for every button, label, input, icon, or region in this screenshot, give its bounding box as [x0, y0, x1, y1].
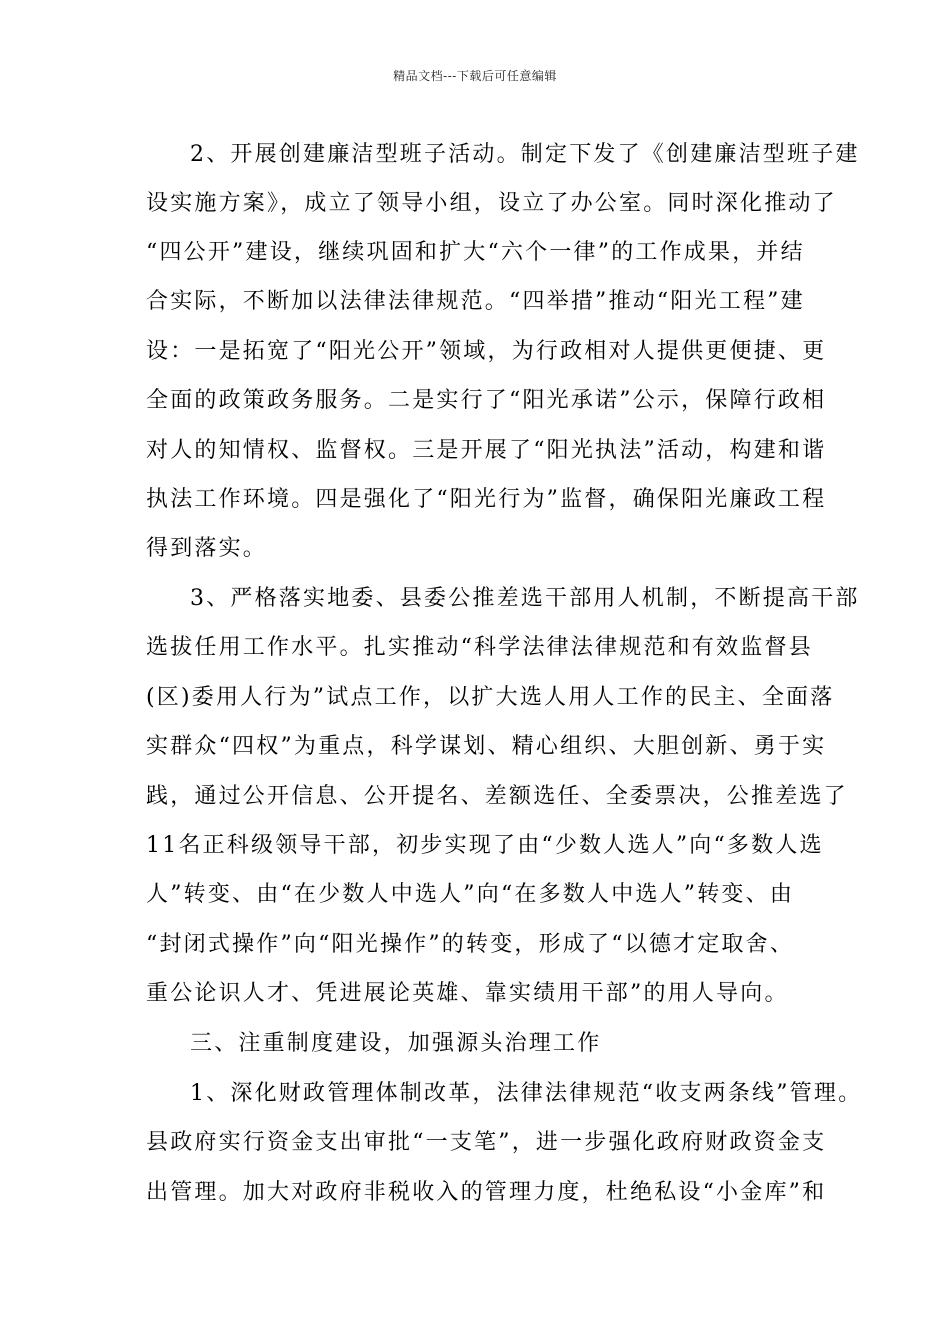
text-line: 设实施方案》，成立了领导小组，设立了办公室。同时深化推动了: [146, 191, 837, 216]
text-line: 实群众“四权”为重点，科学谋划、精心组织、大胆创新、勇于实: [146, 734, 827, 759]
text-line: “四公开”建设，继续巩固和扩大“六个一律”的工作成果，并结: [146, 240, 805, 265]
text-line: 2、开展创建廉洁型班子活动。制定下发了《创建廉洁型班子建: [190, 142, 860, 167]
text-line: 对人的知情权、监督权。三是开展了“阳光执法”活动，构建和谐: [146, 438, 827, 463]
text-line: 出管理。加大对政府非税收入的管理力度，杜绝私设“小金库”和: [146, 1180, 827, 1205]
text-line: 践，通过公开信息、公开提名、差额选任、全委票决，公推差选了: [146, 784, 848, 809]
section-heading-text: 三、注重制度建设，加强源头治理工作: [190, 1031, 602, 1056]
page-header: 精品文档---下载后可任意编辑: [393, 69, 557, 83]
text-line: 合实际，不断加以法律法律规范。“四举措”推动“阳光工程”建: [146, 289, 805, 314]
text-line: 人”转变、由“在少数人中选人”向“在多数人中选人”转变、由: [146, 882, 795, 907]
text-line: 选拔任用工作水平。扎实推动“科学法律法律规范和有效监督县: [146, 635, 813, 660]
text-line: 县政府实行资金支出审批“一支笔”，进一步强化政府财政资金支: [146, 1130, 827, 1155]
text-line: 得到落实。: [146, 536, 268, 561]
text-line: 3、严格落实地委、县委公推差选干部用人机制，不断提高干部: [190, 586, 860, 611]
text-line: 1、深化财政管理体制改革，法律法律规范“收支两条线”管理。: [190, 1081, 863, 1106]
text-line: 11名正科级领导干部，初步实现了由“少数人选人”向“多数人选: [146, 833, 824, 858]
text-line: 全面的政策政务服务。二是实行了“阳光承诺”公示，保障行政相: [146, 388, 827, 413]
text-line: “封闭式操作”向“阳光操作”的转变，形成了“以德才定取舍、: [146, 932, 795, 957]
text-line: 执法工作环境。四是强化了“阳光行为”监督，确保阳光廉政工程: [146, 487, 827, 512]
text-line: 重公论识人才、凭进展论英雄、靠实绩用干部”的用人导向。: [146, 981, 789, 1006]
text-line: (区)委用人行为”试点工作，以扩大选人用人工作的民主、全面落: [146, 685, 835, 710]
text-line: 设：一是拓宽了“阳光公开”领域，为行政相对人提供更便捷、更: [146, 339, 827, 364]
